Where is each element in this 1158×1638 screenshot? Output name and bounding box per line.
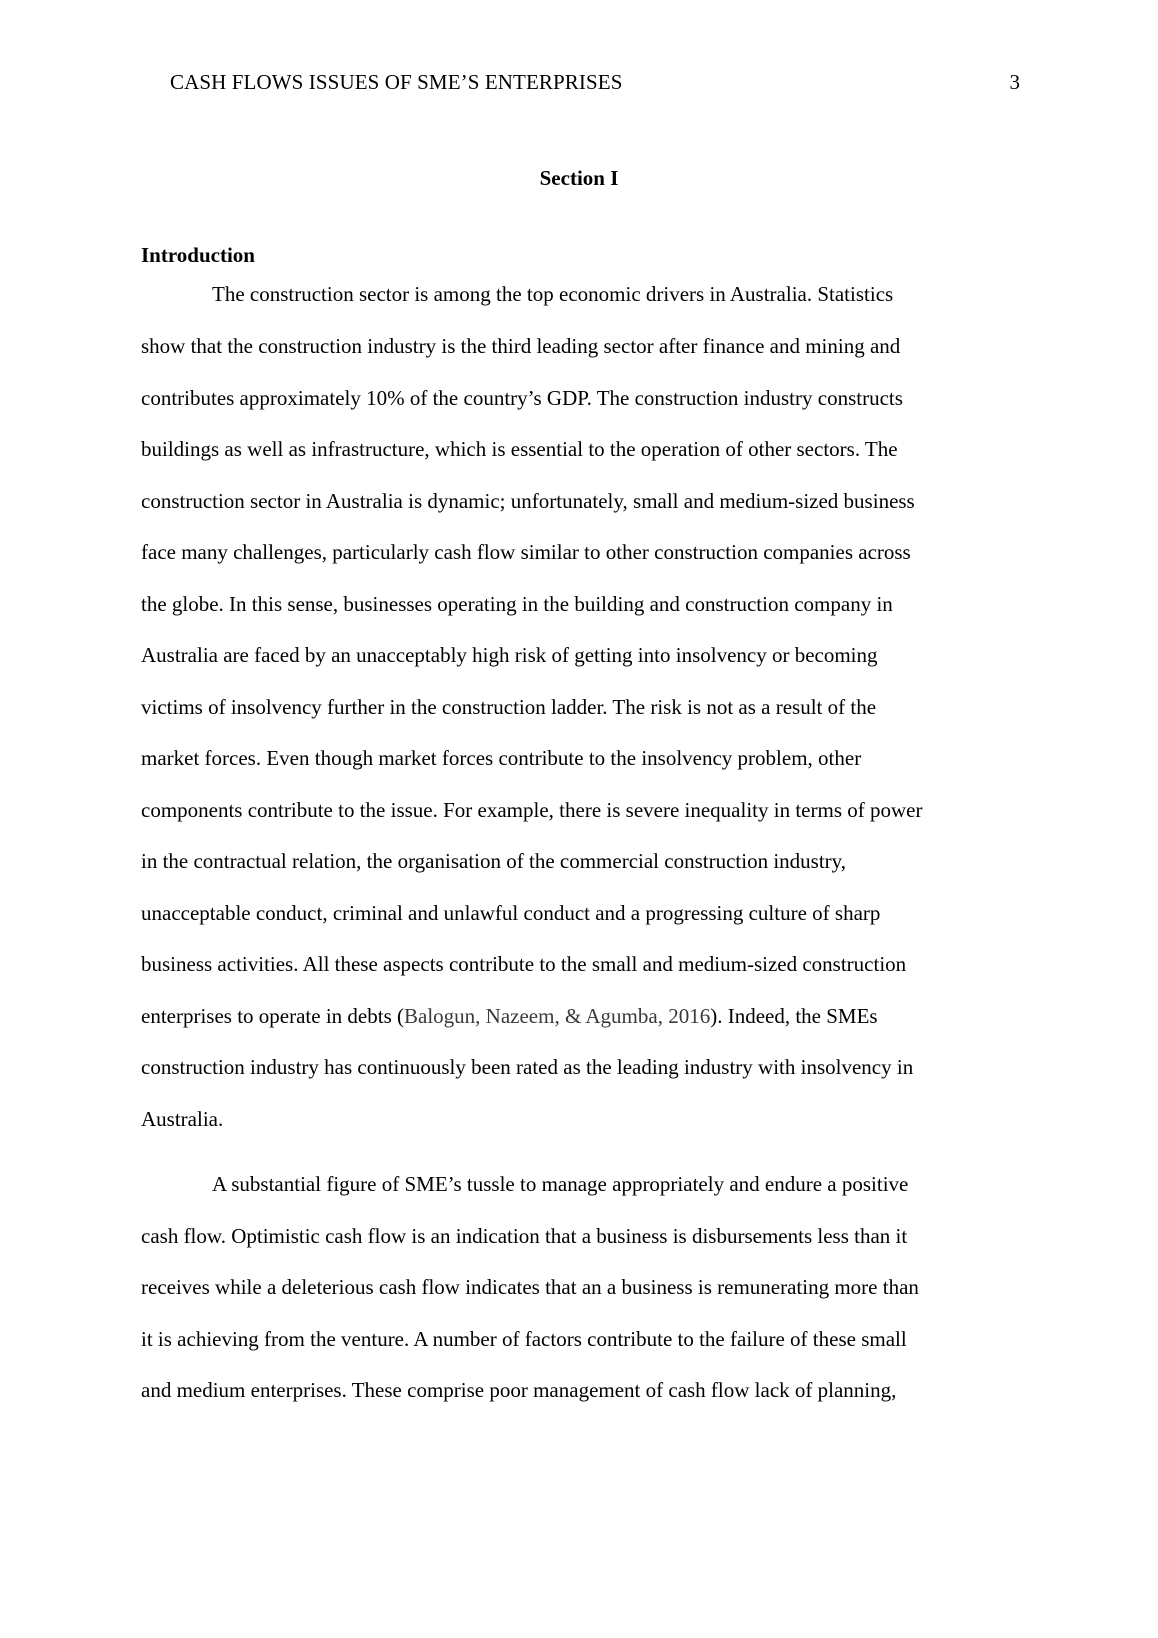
citation-line-after: ). Indeed, the SMEs — [710, 1004, 878, 1028]
paragraph-line: receives while a deleterious cash flow indicates that an a business is remunerating more than — [141, 1275, 919, 1299]
paragraph-line: market forces. Even though market forces contribute to the insolvency problem, other — [141, 746, 862, 770]
page-number: 3 — [1009, 70, 1020, 94]
running-head: CASH FLOWS ISSUES OF SME’S ENTERPRISES — [170, 70, 623, 94]
paragraph-line: A substantial figure of SME’s tussle to manage appropriately and endure a positive — [212, 1172, 909, 1196]
paragraph-line: business activities. All these aspects contribute to the small and medium-sized construction — [141, 952, 907, 976]
paragraph-line: Australia are faced by an unacceptably high risk of getting into insolvency or becoming — [141, 643, 878, 667]
paragraph-line: cash flow. Optimistic cash flow is an indication that a business is disbursements less than it — [141, 1224, 908, 1248]
paragraph-line: buildings as well as infrastructure, which is essential to the operation of other sectors. The — [141, 437, 898, 461]
introduction-heading: Introduction — [141, 243, 255, 267]
paragraph-line: unacceptable conduct, criminal and unlawful conduct and a progressing culture of sharp — [141, 901, 881, 925]
paragraph-line: contributes approximately 10% of the country’s GDP. The construction industry constructs — [141, 386, 903, 410]
citation-line — [141, 1004, 878, 1029]
paragraph-line: it is achieving from the venture. A number of factors contribute to the failure of these small — [141, 1327, 907, 1351]
paragraph-line: show that the construction industry is the third leading sector after finance and mining and — [141, 334, 901, 358]
citation-line-before: enterprises to operate in debts ( — [141, 1004, 404, 1028]
section-title: Section I — [539, 166, 619, 190]
paragraph-line: in the contractual relation, the organisation of the commercial construction industry, — [141, 849, 847, 873]
paragraph-line: construction sector in Australia is dynamic; unfortunately, small and medium-sized business — [141, 489, 915, 513]
paragraph-line: components contribute to the issue. For example, there is severe inequality in terms of power — [141, 798, 923, 822]
paragraph-line: construction industry has continuously been rated as the leading industry with insolvency in — [141, 1055, 914, 1079]
paragraph-line: the globe. In this sense, businesses operating in the building and construction company in — [141, 592, 893, 616]
paragraph-line: and medium enterprises. These comprise poor management of cash flow lack of planning, — [141, 1378, 897, 1402]
paragraph-line: Australia. — [141, 1107, 224, 1131]
in-text-citation: Balogun, Nazeem, & Agumba, 2016 — [404, 1004, 711, 1028]
paragraph-line: The construction sector is among the top economic drivers in Australia. Statistics — [212, 282, 894, 306]
paragraph-line: victims of insolvency further in the construction ladder. The risk is not as a result of the — [141, 695, 877, 719]
paragraph-line: face many challenges, particularly cash flow similar to other construction companies across — [141, 540, 911, 564]
